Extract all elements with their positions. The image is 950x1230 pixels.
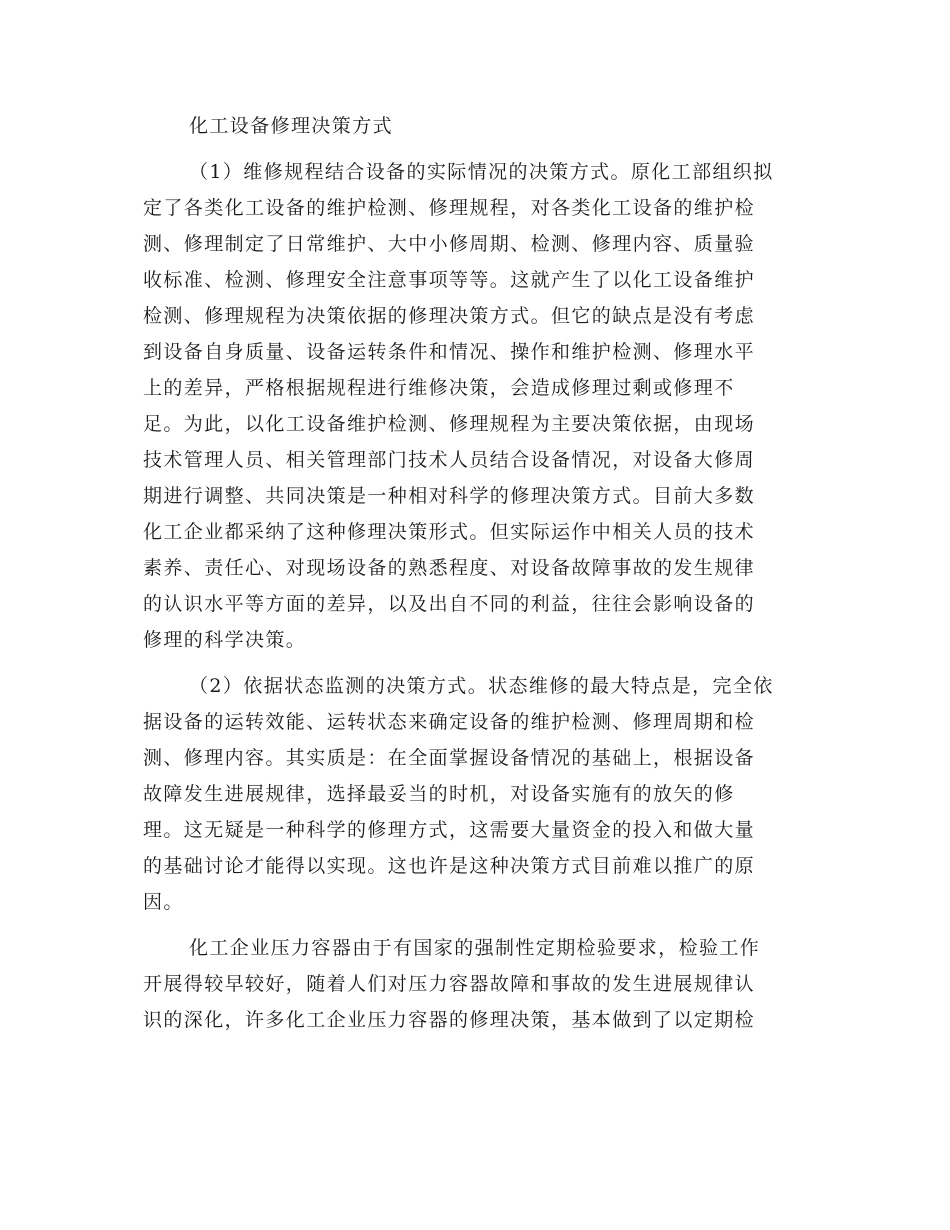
document-heading: 化工设备修理决策方式 [189, 115, 394, 137]
paragraph-line: （1）维修规程结合设备的实际情况的决策方式。原化工部组织拟 [189, 161, 774, 183]
document-body [143, 108, 803, 1038]
paragraph-line: 化工企业都采纳了这种修理决策形式。但实际运作中相关人员的技术 [143, 521, 756, 543]
paragraph-line: 的基础讨论才能得以实现。这也许是这种决策方式目前难以推广的原 [143, 855, 756, 877]
paragraph-line: 修理的科学决策。 [143, 629, 307, 651]
paragraph-line: 素养、责任心、对现场设备的熟悉程度、对设备故障事故的发生规律 [143, 557, 756, 579]
paragraph-gap [143, 658, 803, 668]
paragraph-line: 化工企业压力容器由于有国家的强制性定期检验要求，检验工作 [189, 937, 761, 959]
paragraph-line: 检测、修理规程为决策依据的修理决策方式。但它的缺点是没有考虑 [143, 305, 756, 327]
paragraph-line: 上的差异，严格根据规程进行维修决策，会造成修理过剩或修理不 [143, 377, 735, 399]
paragraph-line: 技术管理人员、相关管理部门技术人员结合设备情况，对设备大修周 [143, 449, 756, 471]
paragraph-line: 测、修理制定了日常维护、大中小修周期、检测、修理内容、质量验 [143, 233, 756, 255]
paragraph-gap [143, 920, 803, 930]
paragraph [143, 668, 803, 920]
paragraph-line: 足。为此，以化工设备维护检测、修理规程为主要决策依据，由现场 [143, 413, 756, 435]
paragraph-line: 期进行调整、共同决策是一种相对科学的修理决策方式。目前大多数 [143, 485, 756, 507]
paragraph-line: 开展得较早较好，随着人们对压力容器故障和事故的发生进展规律认 [143, 973, 756, 995]
paragraph [143, 154, 803, 658]
paragraph [143, 930, 803, 1038]
paragraph-line: 识的深化，许多化工企业压力容器的修理决策，基本做到了以定期检 [143, 1009, 756, 1031]
paragraph-line: （2）依据状态监测的决策方式。状态维修的最大特点是，完全依 [189, 675, 774, 697]
paragraph-line: 测、修理内容。其实质是：在全面掌握设备情况的基础上，根据设备 [143, 747, 756, 769]
paragraph-line: 到设备自身质量、设备运转条件和情况、操作和维护检测、修理水平 [143, 341, 756, 363]
paragraph-line: 理。这无疑是一种科学的修理方式，这需要大量资金的投入和做大量 [143, 819, 756, 841]
paragraph-list [143, 154, 803, 1038]
paragraph-line: 的认识水平等方面的差异，以及出自不同的利益，往往会影响设备的 [143, 593, 756, 615]
paragraph-line: 因。 [143, 891, 184, 913]
paragraph-line: 收标准、检测、修理安全注意事项等等。这就产生了以化工设备维护 [143, 269, 756, 291]
paragraph-line: 定了各类化工设备的维护检测、修理规程，对各类化工设备的维护检 [143, 197, 756, 219]
paragraph-line: 故障发生进展规律，选择最妥当的时机，对设备实施有的放矢的修 [143, 783, 735, 805]
paragraph-line: 据设备的运转效能、运转状态来确定设备的维护检测、修理周期和检 [143, 711, 756, 733]
